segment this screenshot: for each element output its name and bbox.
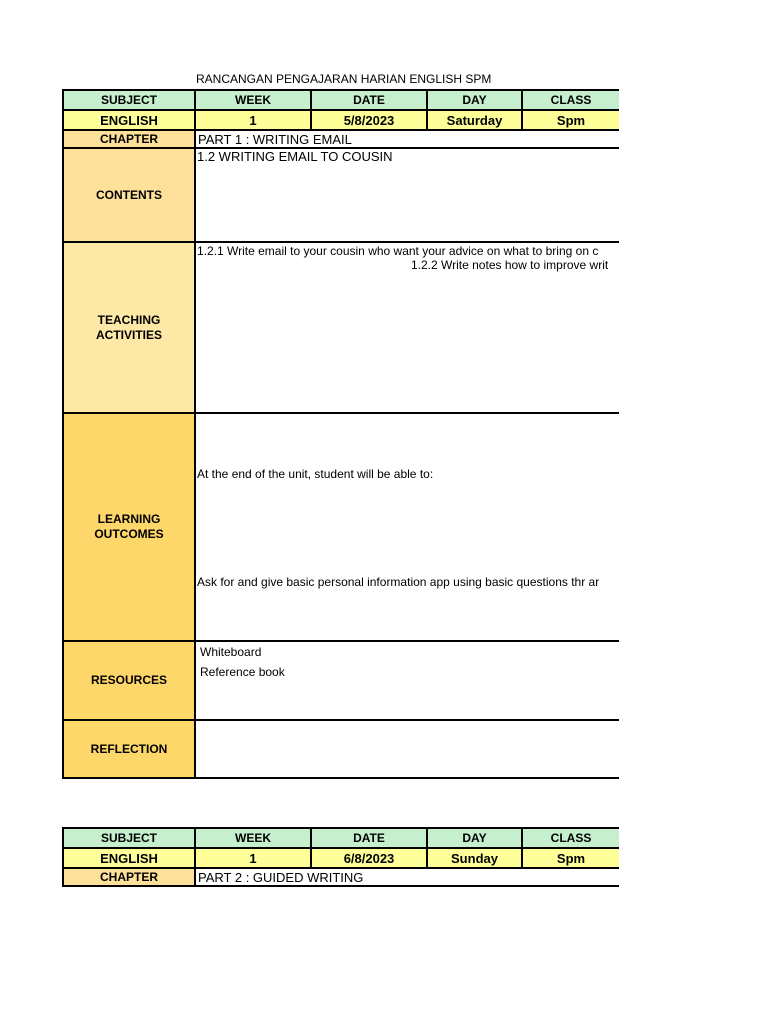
subject-value: ENGLISH: [63, 110, 195, 130]
resources-row: [63, 641, 619, 720]
resource-item-1: Whiteboard: [200, 645, 262, 659]
date-value: 6/8/2023: [311, 848, 427, 868]
teaching-activities-label: [63, 242, 195, 413]
learning-outcome-item: Ask for and give basic personal information app using basic questions thr ar: [197, 575, 600, 589]
reflection-label: REFLECTION: [63, 720, 195, 778]
chapter-value: PART 1 : WRITING EMAIL: [195, 130, 619, 148]
value-row: [63, 110, 619, 130]
class-value: Spm: [522, 848, 619, 868]
date-value: 5/8/2023: [311, 110, 427, 130]
day-value: Sunday: [427, 848, 522, 868]
reflection-body: [195, 720, 619, 778]
week-value: 1: [195, 848, 311, 868]
header-date: DATE: [311, 90, 427, 110]
learning-label-line2: OUTCOMES: [94, 527, 164, 541]
contents-label: CONTENTS: [63, 148, 195, 242]
header-subject: SUBJECT: [63, 828, 195, 848]
header-week: WEEK: [195, 828, 311, 848]
teaching-activity-1: 1.2.1 Write email to your cousin who want your advice on what to bring on c: [197, 244, 599, 258]
learning-label-line1: LEARNING: [97, 512, 161, 526]
teaching-body: [195, 242, 619, 413]
class-value: Spm: [522, 110, 619, 130]
learning-row: [63, 413, 619, 641]
value-row: [63, 848, 619, 868]
resource-item-2: Reference book: [200, 665, 285, 679]
header-subject: SUBJECT: [63, 90, 195, 110]
header-row: [63, 90, 619, 110]
contents-body: [195, 148, 619, 242]
lesson-plan-2: [62, 827, 619, 887]
document-title: RANCANGAN PENGAJARAN HARIAN ENGLISH SPM: [196, 72, 492, 86]
contents-row: [63, 148, 619, 242]
week-value: 1: [195, 110, 311, 130]
header-week: WEEK: [195, 90, 311, 110]
resources-body: [195, 641, 619, 720]
header-class: CLASS: [522, 90, 619, 110]
teaching-label-line2: ACTIVITIES: [95, 327, 162, 342]
learning-outcomes-label: [63, 413, 195, 641]
chapter-row: [63, 868, 619, 886]
header-date: DATE: [311, 828, 427, 848]
learning-body: [195, 413, 619, 641]
header-row: [63, 828, 619, 848]
chapter-row: [63, 130, 619, 148]
subject-value: ENGLISH: [63, 848, 195, 868]
chapter-label: CHAPTER: [63, 130, 195, 148]
day-value: Saturday: [427, 110, 522, 130]
reflection-row: [63, 720, 619, 778]
header-day: DAY: [427, 828, 522, 848]
teaching-row: [63, 242, 619, 413]
lesson-plan-1: [62, 89, 619, 779]
teaching-label-line1: TEACHING: [97, 312, 161, 327]
learning-outcome-intro: At the end of the unit, student will be able to:: [197, 467, 434, 481]
contents-text: 1.2 WRITING EMAIL TO COUSIN: [197, 149, 393, 164]
header-day: DAY: [427, 90, 522, 110]
resources-label: RESOURCES: [63, 641, 195, 720]
header-class: CLASS: [522, 828, 619, 848]
chapter-label: CHAPTER: [63, 868, 195, 886]
teaching-activity-2: 1.2.2 Write notes how to improve writ: [411, 258, 609, 272]
chapter-value: PART 2 : GUIDED WRITING: [195, 868, 619, 886]
